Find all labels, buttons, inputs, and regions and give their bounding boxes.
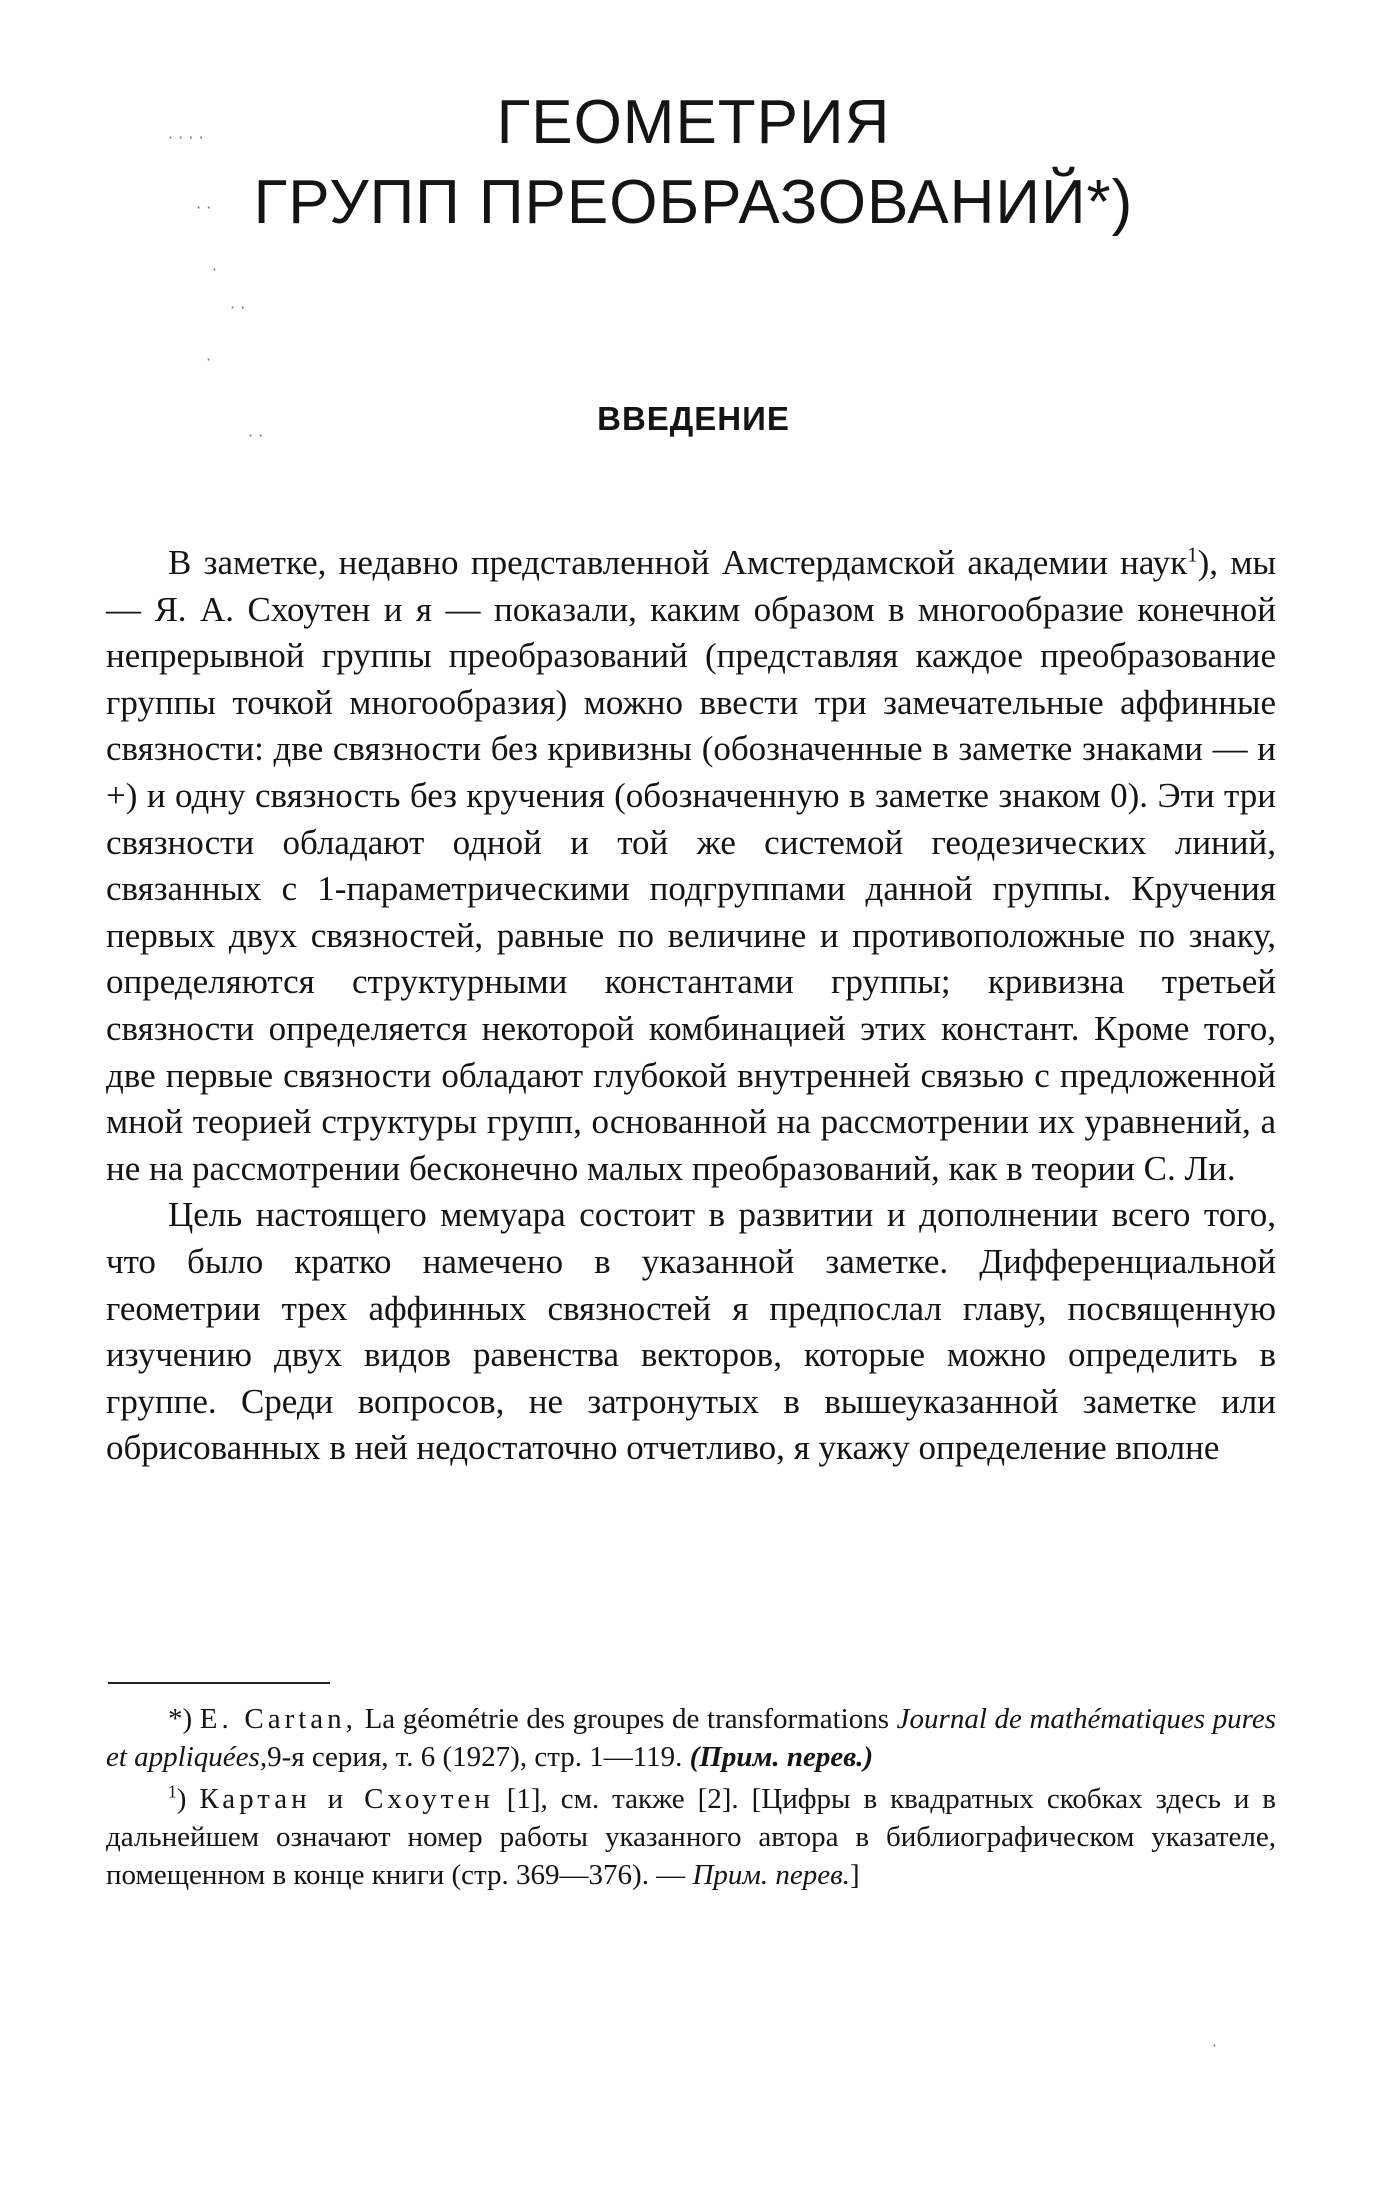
- page-title-line-1: ГЕОМЕТРИЯ: [496, 88, 891, 157]
- scan-speck: ·: [1212, 2036, 1218, 2055]
- footnote-1-authors: Картан и Схоутен: [199, 1783, 494, 1815]
- footnotes: [106, 1700, 1276, 1894]
- footnote-star-details: 9-я серия, т. 6 (1927), стр. 1—119.: [267, 1741, 683, 1773]
- page-title-line-2: ГРУПП ПРЕОБРАЗОВАНИЙ*): [253, 168, 1134, 237]
- footnote-star: [106, 1700, 1276, 1776]
- footnote-1: $^1$) Картан и Схоутен [1], см. также [2]. [Цифры в квадратных скобках здесь и в дальнейшем означают номер работы указанного автора в библиографическом указателе, помещенном в конце книги (стр. 369—376). — Прим. перев.]: [106, 1781, 1277, 1891]
- footnote-1-marker: 1: [168, 1781, 177, 1802]
- paragraph-1-text-b: ), мы — Я. А. Схоутен и я — показали, каким образом в многообразие конечной непрерывной группы преобразований (представляя каждое преобразование группы точкой многообразия) можно ввести три замечательные аффинные связности: две связности без кривизны (обозначенные в заметке знаками — и +) и одну связность без кручения (обозначенную в заметке знаком 0). Эти три связности обладают одной и той же системой геодезических линий, связанных с 1-параметрическими подгруппами данной группы. Кручения первых двух связностей, равные по величине и противоположные по знаку, определяются структурными константами группы; кривизна третьей связности определяется некоторой комбинацией этих констант. Кроме того, две первые связности обладают глубокой внутренней связью с предложенной мной теорией структуры групп, основанной на рассмотрении их уравнений, а не на рассмотрении бесконечно малых преобразований, как в теории С. Ли.: [106, 543, 1276, 1188]
- scan-speck: ·: [212, 260, 218, 279]
- paragraph-1-text-a: В заметке, недавно представленной Амстердамской академии наук: [168, 543, 1188, 582]
- section-heading: ВВЕДЕНИЕ: [597, 400, 790, 437]
- scan-speck: · · · ·: [168, 128, 204, 147]
- footnote-star-marker: *): [168, 1703, 193, 1735]
- scan-speck: ·: [206, 350, 212, 369]
- main-text: [106, 540, 1276, 1472]
- scan-speck: · ·: [230, 298, 246, 317]
- footnote-1-note: Прим. перев.: [692, 1859, 851, 1891]
- paragraph-2: Цель настоящего мемуара состоит в развитии и дополнении всего того, что было кратко намечено в указанной заметке. Дифференциальной геометрии трех аффинных связностей я предпослал главу, посвященную изучению двух видов равенства векторов, которые можно определить в группе. Среди вопросов, не затронутых в вышеуказанной заметке или обрисованных в ней недостаточно отчетливо, я укажу определение вполне: [106, 1195, 1276, 1468]
- footnote-1-closing: ]: [850, 1859, 860, 1891]
- footnote-divider: [108, 1682, 330, 1684]
- scan-speck: · ·: [196, 198, 212, 217]
- footnote-star-title: La géométrie des groupes de transformations: [364, 1703, 890, 1735]
- footnote-star-author: E. Cartan,: [199, 1703, 357, 1735]
- footnote-ref-1[interactable]: 1: [1187, 542, 1198, 567]
- scan-speck: · ·: [248, 426, 264, 445]
- footnote-1-text: [1], см. также [2]. [Цифры в квадратных скобках здесь и в дальнейшем означают номер работы указанного автора в библиографическом указателе, помещенном в конце книги (стр. 369—376). —: [106, 1783, 1277, 1891]
- paragraph-1: [106, 540, 1276, 1192]
- footnote-star-journal: Journal de mathématiques pures et appliquées,: [106, 1703, 1277, 1773]
- footnote-star-note: (Прим. перев.): [689, 1741, 874, 1773]
